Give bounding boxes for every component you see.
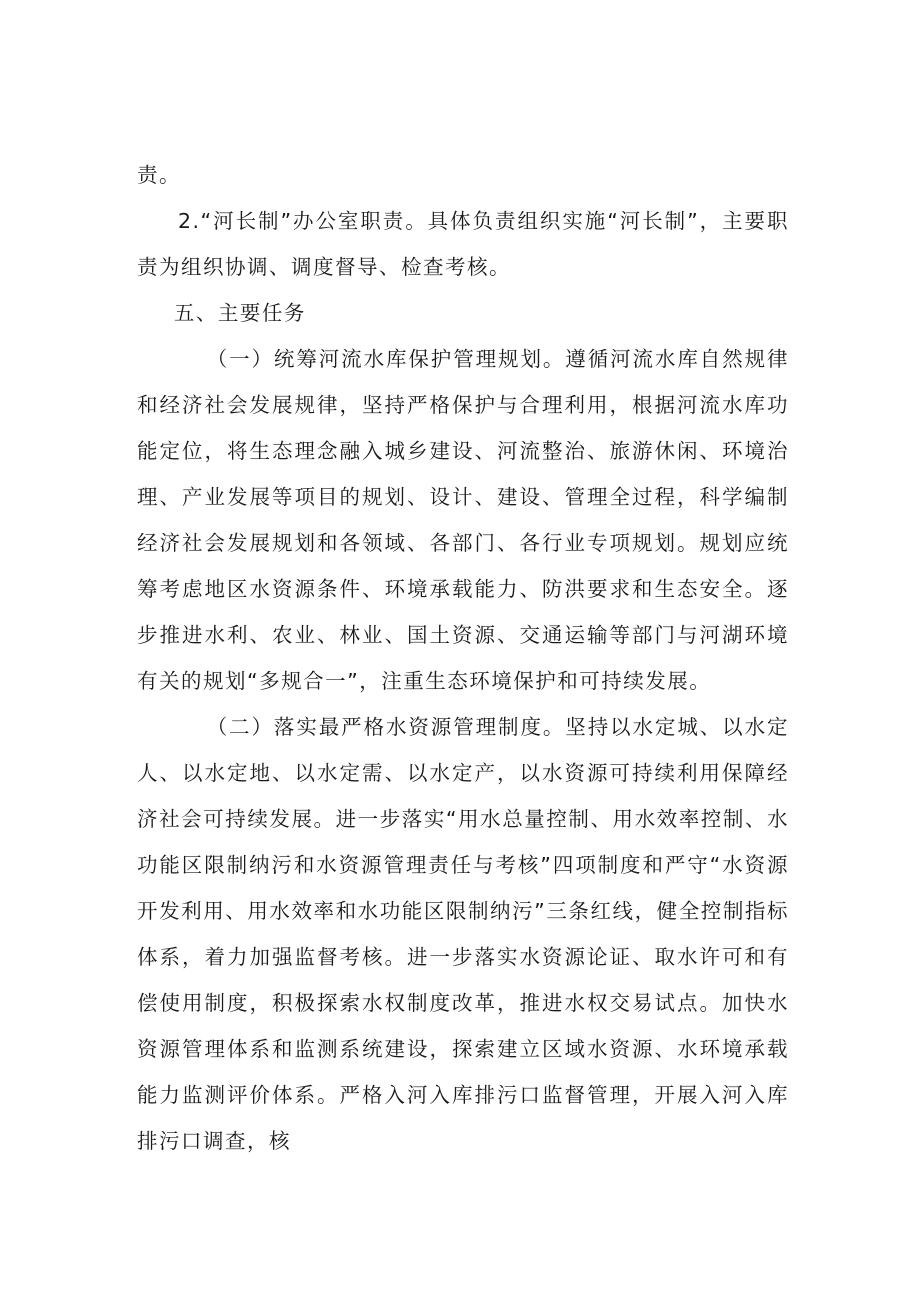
- paragraph-planning: （一）统筹河流水库保护管理规划。遵循河流水库自然规律和经济社会发展规律，坚持严格保护与合理利用，根据河流水库功能定位，将生态理念融入城乡建设、河流整治、旅游休闲、环境治理、产业发展等项目的规划、设计、建设、管理全过程，科学编制经济社会发展规划和各领域、各部门、各行业专项规划。规划应统筹考虑地区水资源条件、环境承载能力、防洪要求和生态安全。逐步推进水利、农业、林业、国土资源、交通运输等部门与河湖环境有关的规划“多规合一”，注重生态环境保护和可持续发展。: [137, 347, 789, 693]
- document-body: [137, 152, 789, 1164]
- paragraph-water-management: （二）落实最严格水资源管理制度。坚持以水定城、以水定人、以水定地、以水定需、以水定产，以水资源可持续利用保障经济社会可持续发展。进一步落实“用水总量控制、用水效率控制、水功能区限制纳污和水资源管理责任与考核”四项制度和严守“水资源开发利用、用水效率和水功能区限制纳污”三条红线，健全控制指标体系，着力加强监督考核。进一步落实水资源论证、取水许可和有偿使用制度，积极探索水权制度改革，推进水权交易试点。加快水资源管理体系和监测系统建设，探索建立区域水资源、水环境承载能力监测评价体系。严格入河入库排污口监督管理，开展入河入库排污口调查，核: [137, 715, 789, 1153]
- paragraph-office-duties: 2.“河长制”办公室职责。具体负责组织实施“河长制”，主要职责为组织协调、调度督导、检查考核。: [137, 209, 789, 279]
- paragraph-continuation: 责。: [137, 163, 181, 187]
- section-heading-main-tasks: 五、主要任务: [173, 301, 306, 325]
